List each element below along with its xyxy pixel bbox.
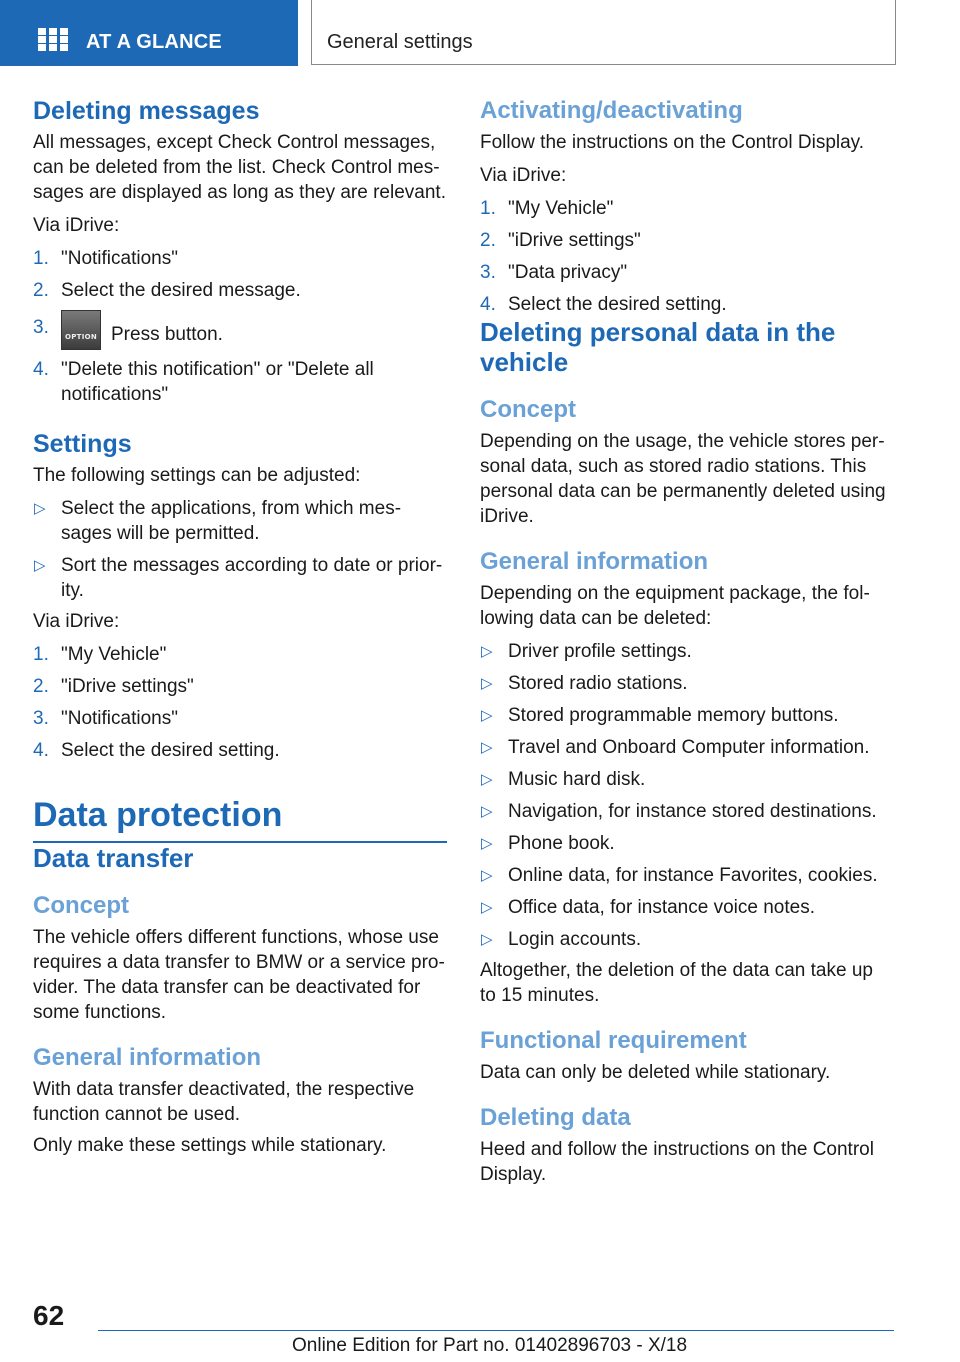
bullet-text: Stored programmable memory buttons. xyxy=(508,705,839,726)
list-item xyxy=(480,703,890,728)
step-number: 4. xyxy=(33,359,49,380)
list-item xyxy=(33,315,447,355)
deleting-messages-body: All messages, except Check Control messages, can be deleted from the list. Check Control mes‐ sages are displayed as long as they are relevant. xyxy=(33,132,446,203)
bullet-text: Stored radio stations. xyxy=(508,673,688,694)
heading-data-transfer: Data transfer xyxy=(33,843,194,873)
grid-icon xyxy=(38,28,68,51)
list-item xyxy=(33,706,447,731)
step-text: Select the desired message. xyxy=(61,280,301,301)
step-number: 1. xyxy=(480,198,496,219)
list-item xyxy=(480,260,890,285)
list-item xyxy=(33,496,447,546)
heading-data-protection: Data protection xyxy=(33,793,447,843)
list-item xyxy=(33,674,447,699)
bullet-text: Travel and Onboard Computer information. xyxy=(508,737,870,758)
heading-functional-requirement: Functional requirement xyxy=(480,1027,747,1054)
via-idrive-label: Via iDrive: xyxy=(480,165,567,186)
step-text: "Delete this notification" or "Delete all notifications" xyxy=(61,359,374,405)
functional-requirement-body: Data can only be deleted while stationary. xyxy=(480,1062,831,1083)
deleting-personal-concept-body: Depending on the usage, the vehicle stores per‐ sonal data, such as stored radio stations. This personal data can be permanently deleted using iDrive. xyxy=(480,431,886,527)
triangle-bullet-icon: ▷ xyxy=(481,835,493,852)
bullet-text: Navigation, for instance stored destinations. xyxy=(508,801,877,822)
bullet-text: Office data, for instance voice notes. xyxy=(508,897,815,918)
step-number: 4. xyxy=(33,740,49,761)
footer-edition: Online Edition for Part no. 01402896703 - X/18 xyxy=(292,1335,688,1356)
footer-divider xyxy=(98,1330,894,1331)
via-idrive-label: Via iDrive: xyxy=(33,611,120,632)
step-number: 2. xyxy=(33,280,49,301)
list-item xyxy=(480,735,890,760)
bullet-text: Online data, for instance Favorites, cookies. xyxy=(508,865,878,886)
list-item xyxy=(480,863,890,888)
list-item xyxy=(480,927,890,952)
triangle-bullet-icon: ▷ xyxy=(481,867,493,884)
bullet-text: Login accounts. xyxy=(508,929,642,950)
bullet-text: Driver profile settings. xyxy=(508,641,692,662)
list-item xyxy=(33,738,447,763)
step-number: 3. xyxy=(33,708,49,729)
step-number: 2. xyxy=(33,676,49,697)
right-column xyxy=(480,96,890,1187)
heading-general-information: General information xyxy=(33,1044,262,1071)
step-number: 1. xyxy=(33,644,49,665)
settings-bullets xyxy=(33,496,447,603)
bullet-text: Phone book. xyxy=(508,833,615,854)
triangle-bullet-icon: ▷ xyxy=(481,899,493,916)
step-text: "iDrive settings" xyxy=(61,676,194,697)
bullet-text: Select the applications, from which mes‐ sages will be permitted. xyxy=(61,498,402,544)
deleting-personal-general-body: Depending on the equipment package, the fol‐ lowing data can be deleted: xyxy=(480,583,870,629)
data-transfer-general-body: With data transfer deactivated, the respective function cannot be used. xyxy=(33,1079,415,1125)
triangle-bullet-icon: ▷ xyxy=(481,771,493,788)
step-text: Select the desired setting. xyxy=(508,294,727,315)
deleting-data-body: Heed and follow the instructions on the Control Display. xyxy=(480,1139,874,1185)
settings-steps-list xyxy=(33,642,447,763)
step-number: 1. xyxy=(33,248,49,269)
step-text: "Notifications" xyxy=(61,248,178,269)
triangle-bullet-icon: ▷ xyxy=(481,739,493,756)
step-text: "Notifications" xyxy=(61,708,178,729)
triangle-bullet-icon: ▷ xyxy=(481,643,493,660)
heading-general-information: General information xyxy=(480,548,709,575)
list-item xyxy=(33,553,447,603)
activating-body: Follow the instructions on the Control Display. xyxy=(480,132,865,153)
bullet-text: Music hard disk. xyxy=(508,769,646,790)
tab-at-a-glance[interactable] xyxy=(0,0,298,66)
step-number: 2. xyxy=(480,230,496,251)
step-number: 3. xyxy=(480,262,496,283)
list-item xyxy=(480,671,890,696)
tab-general-settings[interactable] xyxy=(311,0,896,65)
list-item xyxy=(480,799,890,824)
list-item xyxy=(480,228,890,253)
deletion-duration-note: Altogether, the deletion of the data can take up to 15 minutes. xyxy=(480,960,873,1006)
step-text: "My Vehicle" xyxy=(61,644,167,665)
settings-body: The following settings can be adjusted: xyxy=(33,465,361,486)
list-item xyxy=(33,357,447,407)
deletable-data-bullets xyxy=(480,639,890,952)
page-number: 62 xyxy=(33,1300,65,1331)
page-header xyxy=(0,0,960,66)
step-number: 4. xyxy=(480,294,496,315)
deleting-steps-list xyxy=(33,246,447,407)
list-item xyxy=(480,196,890,221)
list-item xyxy=(480,831,890,856)
tab-general-settings-label: General settings xyxy=(327,31,473,53)
via-idrive-label: Via iDrive: xyxy=(33,215,120,236)
triangle-bullet-icon: ▷ xyxy=(481,931,493,948)
data-transfer-concept-body: The vehicle offers different functions, whose use requires a data transfer to BMW or a service pro‐ vider. The data transfer can be deactivated for some functions. xyxy=(33,927,445,1023)
activating-steps-list xyxy=(480,196,890,317)
heading-deleting-messages: Deleting messages xyxy=(33,97,260,125)
list-item xyxy=(33,246,447,271)
list-item xyxy=(480,767,890,792)
option-button-icon xyxy=(61,310,101,350)
heading-deleting-data: Deleting data xyxy=(480,1104,631,1131)
triangle-bullet-icon: ▷ xyxy=(481,707,493,724)
heading-settings: Settings xyxy=(33,430,132,458)
heading-activating-deactivating: Activating/deactivating xyxy=(480,97,743,124)
step-number: 3. xyxy=(33,317,49,338)
option-button-label: OPTION xyxy=(64,333,98,341)
list-item xyxy=(33,278,447,303)
step-text: "iDrive settings" xyxy=(508,230,641,251)
step-text: "My Vehicle" xyxy=(508,198,614,219)
triangle-bullet-icon: ▷ xyxy=(481,803,493,820)
tab-at-a-glance-label: AT A GLANCE xyxy=(86,31,222,53)
list-item xyxy=(33,642,447,667)
step-text: Press button. xyxy=(111,324,223,346)
triangle-bullet-icon: ▷ xyxy=(34,500,46,517)
bullet-text: Sort the messages according to date or prior‐ ity. xyxy=(61,555,443,601)
heading-concept: Concept xyxy=(480,396,576,423)
data-transfer-note: Only make these settings while stationary. xyxy=(33,1135,387,1156)
triangle-bullet-icon: ▷ xyxy=(481,675,493,692)
step-text: Select the desired setting. xyxy=(61,740,280,761)
heading-deleting-personal-data: Deleting personal data in the vehicle xyxy=(480,317,836,377)
list-item xyxy=(480,639,890,664)
list-item xyxy=(480,895,890,920)
triangle-bullet-icon: ▷ xyxy=(34,557,46,574)
heading-concept: Concept xyxy=(33,892,129,919)
left-column xyxy=(33,96,447,1158)
step-text: "Data privacy" xyxy=(508,262,628,283)
list-item xyxy=(480,292,890,317)
